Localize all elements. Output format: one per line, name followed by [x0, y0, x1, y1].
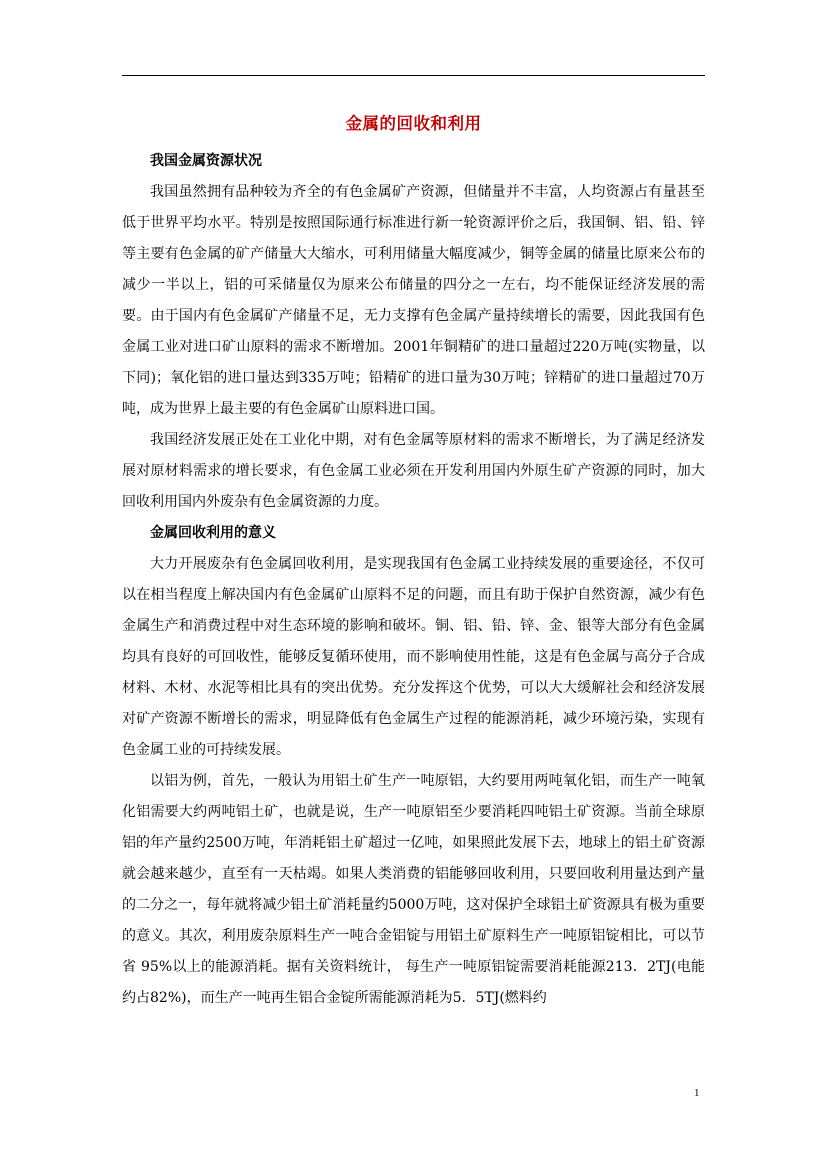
paragraph: 我国经济发展正处在工业化中期，对有色金属等原材料的需求不断增长，为了满足经济发展对原材料需求的增长要求，有色金属工业必须在开发利用国内外原生矿产资源的同时，加大回收利用国内外废杂有色金属资源的力度。	[122, 432, 705, 510]
section-heading: 金属回收利用的意义	[150, 525, 276, 541]
document-title: 金属的回收和利用	[345, 114, 482, 133]
paragraph: 大力开展废杂有色金属回收利用，是实现我国有色金属工业持续发展的重要途径，不仅可以在相当程度上解决国内有色金属矿山原料不足的问题，而且有助于保护自然资源，减少有色金属生产和消费过程中对生态环境的影响和破坏。铜、铝、铅、锌、金、银等大部分有色金属均具有良好的可回收性，能够反复循环使用，而不影响使用性能，这是有色金属与高分子合成材料、木材、水泥等相比具有的突出优势。充分发挥这个优势，可以大大缓解社会和经济发展对矿产资源不断增长的需求，明显降低有色金属生产过程的能源消耗，减少环境污染，实现有色金属工业的可持续发展。	[122, 556, 705, 758]
section-heading: 我国金属资源状况	[150, 153, 262, 169]
header-rule	[122, 75, 705, 76]
paragraph: 我国虽然拥有品种较为齐全的有色金属矿产资源，但储量并不丰富，人均资源占有量甚至低于世界平均水平。特别是按照国际通行标准进行新一轮资源评价之后，我国铜、铝、铅、锌等主要有色金属的矿产储量大大缩水，可利用储量大幅度减少，铜等金属的储量比原来公布的减少一半以上，铝的可采储量仅为原来公布储量的四分之一左右，均不能保证经济发展的需要。由于国内有色金属矿产储量不足，无力支撑有色金属产量持续增长的需要，因此我国有色金属工业对进口矿山原料的需求不断增加。2001年铜精矿的进口量超过220万吨(实物量，以下同)；氧化铝的进口量达到335万吨；铅精矿的进口量为30万吨；锌精矿的进口量超过70万吨，成为世界上最主要的有色金属矿山原料进口国。	[122, 184, 705, 417]
page-number: 1	[694, 1087, 700, 1099]
document-body	[122, 146, 705, 1014]
paragraph: 以铝为例，首先，一般认为用铝土矿生产一吨原铝，大约要用两吨氧化铝，而生产一吨氧化铝需要大约两吨铝土矿，也就是说，生产一吨原铝至少要消耗四吨铝土矿资源。当前全球原铝的年产量约2500万吨，年消耗铝土矿超过一亿吨，如果照此发展下去，地球上的铝土矿资源就会越来越少，直至有一天枯竭。如果人类消费的铝能够回收利用，只要回收利用量达到产量的二分之一，每年就将减少铝土矿消耗量约5000万吨，这对保护全球铝土矿资源具有极为重要的意义。其次，利用废杂原料生产一吨合金铝锭与用铝土矿原料生产一吨原铝锭相比，可以节省 95%以上的能源消耗。据有关资料统计， 每生产一吨原铝锭需要消耗能源213．2TJ(电能约占82%)，而生产一吨再生铝合金锭所需能源消耗为5．5TJ(燃料约	[122, 773, 705, 1006]
